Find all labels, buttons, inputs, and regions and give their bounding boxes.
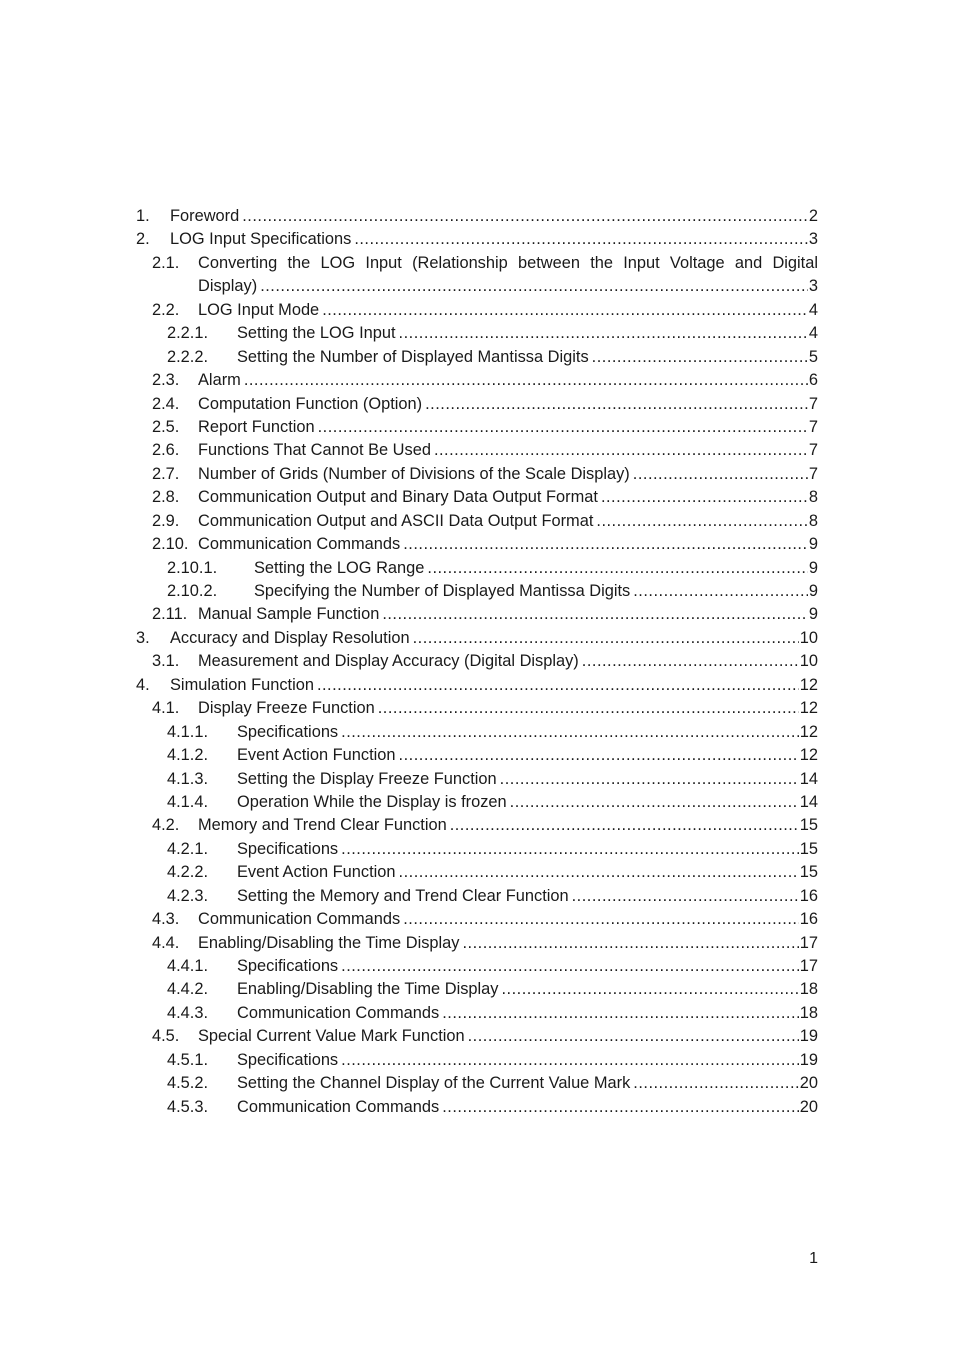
toc-dot-leader [500, 768, 799, 791]
toc-entry-line [237, 721, 818, 744]
toc-entry-title: Computation Function (Option) [198, 394, 423, 413]
toc-entry[interactable] [136, 721, 818, 744]
toc-entry[interactable] [136, 932, 818, 955]
toc-dot-leader [572, 885, 799, 908]
toc-entry-page: 9 [808, 605, 818, 624]
page-number: 1 [809, 1250, 818, 1267]
toc-dot-leader [442, 1002, 799, 1025]
toc-entry-title: Setting the Display Freeze Function [237, 769, 497, 788]
toc-entry-line [237, 1096, 818, 1119]
toc-dot-leader [633, 1072, 798, 1095]
toc-entry-title: Specifications [237, 1050, 339, 1069]
toc-entry-line [237, 768, 818, 791]
toc-entry-number: 2.5. [152, 417, 180, 436]
toc-entry-page: 18 [799, 980, 818, 999]
toc-entry-page: 15 [799, 816, 818, 835]
toc-entry-title: Operation While the Display is frozen [237, 792, 507, 811]
toc-entry[interactable] [136, 416, 818, 439]
toc-dot-leader [582, 650, 799, 673]
toc-entry-number: 4.5. [152, 1027, 180, 1046]
toc-dot-leader [399, 861, 799, 884]
toc-entry-line [198, 299, 818, 322]
toc-entry-number: 4.2.2. [167, 863, 209, 882]
toc-entry-number: 4.1.2. [167, 746, 209, 765]
toc-entry-number: 4.1.3. [167, 769, 209, 788]
toc-dot-leader [378, 697, 799, 720]
toc-entry-line [198, 486, 818, 509]
toc-dot-leader [442, 1096, 799, 1119]
toc-entry[interactable] [136, 252, 818, 299]
toc-entry-number: 4.4. [152, 933, 180, 952]
toc-entry[interactable] [136, 439, 818, 462]
toc-entry-page: 5 [808, 347, 818, 366]
toc-dot-leader [633, 580, 808, 603]
toc-entry-number: 4.1.4. [167, 792, 209, 811]
toc-entry-line [198, 908, 818, 931]
toc-entry-line [237, 955, 818, 978]
toc-entry-number: 4.5.2. [167, 1074, 209, 1093]
toc-entry[interactable] [136, 322, 818, 345]
toc-entry-line [237, 861, 818, 884]
toc-entry-page: 8 [808, 511, 818, 530]
toc-entry-number: 2.7. [152, 464, 180, 483]
toc-entry-title-line1: Converting the LOG Input (Relationship between the Input Voltage and Digital [198, 253, 818, 272]
toc-entry-number: 2.2.2. [167, 347, 209, 366]
toc-entry[interactable] [136, 205, 818, 228]
toc-entry-line [198, 416, 818, 439]
toc-entry-number: 2.2. [152, 300, 180, 319]
toc-dot-leader [403, 533, 808, 556]
toc-entry[interactable] [136, 557, 818, 580]
toc-entry-title: Simulation Function [170, 675, 314, 694]
toc-entry-page: 3 [808, 277, 818, 296]
toc-entry-line [198, 275, 818, 298]
toc-entry-number: 2.11. [152, 605, 188, 624]
toc-entry[interactable] [136, 533, 818, 556]
toc-entry-line [237, 1049, 818, 1072]
toc-entry-page: 7 [808, 464, 818, 483]
toc-entry-title: Specifying the Number of Displayed Mantissa Digits [254, 582, 631, 601]
toc-dot-leader [427, 557, 807, 580]
toc-entry-title: LOG Input Specifications [170, 230, 352, 249]
toc-entry-line [237, 1002, 818, 1025]
toc-entry[interactable] [136, 650, 818, 673]
toc-entry-title: Specifications [237, 722, 339, 741]
toc-entry-title: LOG Input Mode [198, 300, 320, 319]
toc-dot-leader [510, 791, 799, 814]
toc-entry-title: Specifications [237, 957, 339, 976]
toc-entry-number: 4.2.3. [167, 886, 209, 905]
toc-entry-number: 2.10.1. [167, 558, 218, 577]
toc-entry-title: Report Function [198, 417, 315, 436]
toc-entry-title: Manual Sample Function [198, 605, 380, 624]
toc-entry[interactable] [136, 885, 818, 908]
toc-dot-leader [341, 1049, 799, 1072]
toc-entry-page: 14 [799, 769, 818, 788]
toc-entry-title: Communication Output and Binary Data Output Format [198, 488, 598, 507]
toc-entry-page: 10 [799, 652, 818, 671]
toc-entry[interactable] [136, 674, 818, 697]
toc-dot-leader [434, 439, 808, 462]
toc-entry-number: 2.2.1. [167, 324, 209, 343]
toc-entry-title: Display Freeze Function [198, 699, 375, 718]
toc-entry-number: 4.4.3. [167, 1003, 209, 1022]
toc-entry[interactable] [136, 861, 818, 884]
toc-entry-title: Measurement and Display Accuracy (Digital Display) [198, 652, 579, 671]
toc-entry-number: 3. [136, 628, 150, 647]
toc-dot-leader [413, 627, 799, 650]
toc-entry-number: 4.2. [152, 816, 180, 835]
toc-entry[interactable] [136, 463, 818, 486]
toc-entry[interactable] [136, 486, 818, 509]
toc-entry-line [198, 650, 818, 673]
toc-dot-leader [382, 603, 808, 626]
toc-entry[interactable] [136, 510, 818, 533]
toc-entry-title: Event Action Function [237, 746, 396, 765]
toc-entry[interactable] [136, 744, 818, 767]
toc-entry-number: 4.5.1. [167, 1050, 209, 1069]
toc-entry[interactable] [136, 1025, 818, 1048]
toc-entry-title: Number of Grids (Number of Divisions of the Scale Display) [198, 464, 630, 483]
toc-entry-page: 9 [808, 558, 818, 577]
toc-dot-leader [322, 299, 808, 322]
toc-entry-page: 15 [799, 863, 818, 882]
toc-entry-line [198, 393, 818, 416]
toc-entry-number: 4.5.3. [167, 1097, 209, 1116]
toc-entry-number: 3.1. [152, 652, 180, 671]
toc-entry-line [170, 674, 818, 697]
toc-entry-title: Enabling/Disabling the Time Display [237, 980, 499, 999]
toc-entry-title: Communication Commands [237, 1003, 440, 1022]
toc-dot-leader [468, 1025, 799, 1048]
toc-entry[interactable] [136, 603, 818, 626]
toc-entry-line [198, 697, 818, 720]
toc-entry[interactable] [136, 627, 818, 650]
toc-entry-number: 4.1.1. [167, 722, 209, 741]
toc-entry-title: Specifications [237, 839, 339, 858]
toc-entry-number: 2.10. [152, 535, 189, 554]
toc-dot-leader [318, 416, 808, 439]
toc-entry-line [237, 1072, 818, 1095]
toc-entry-number: 2.10.2. [167, 582, 218, 601]
toc-entry-title: Communication Output and ASCII Data Output Format [198, 511, 594, 530]
toc-entry-title: Setting the Channel Display of the Current Value Mark [237, 1074, 631, 1093]
toc-entry-page: 12 [799, 675, 818, 694]
toc-entry[interactable] [136, 838, 818, 861]
toc-dot-leader [399, 322, 808, 345]
toc-entry[interactable] [136, 228, 818, 251]
toc-entry-title: Special Current Value Mark Function [198, 1027, 465, 1046]
toc-dot-leader [399, 744, 799, 767]
toc-entry-line [237, 885, 818, 908]
toc-entry[interactable] [136, 768, 818, 791]
toc-entry[interactable] [136, 580, 818, 603]
toc-entry-line [237, 346, 818, 369]
toc-entry-title: Setting the Number of Displayed Mantissa Digits [237, 347, 589, 366]
toc-entry-line [198, 533, 818, 556]
toc-entry-page: 3 [808, 230, 818, 249]
toc-entry-line [170, 205, 818, 228]
toc-entry[interactable] [136, 1072, 818, 1095]
toc-entry-number: 4. [136, 675, 150, 694]
toc-entry-line [237, 838, 818, 861]
toc-entry-title: Communication Commands [198, 910, 401, 929]
toc-entry-page: 12 [799, 746, 818, 765]
toc-entry[interactable] [136, 978, 818, 1001]
toc-entry-number: 2.8. [152, 488, 180, 507]
toc-entry-page: 8 [808, 488, 818, 507]
toc-entry-line [170, 627, 818, 650]
toc-entry[interactable] [136, 791, 818, 814]
toc-entry-title: Communication Commands [237, 1097, 440, 1116]
toc-entry-line [198, 463, 818, 486]
toc-dot-leader [317, 674, 799, 697]
toc-entry-page: 4 [808, 324, 818, 343]
toc-dot-leader [244, 369, 808, 392]
toc-entry-line [237, 978, 818, 1001]
toc-entry-number: 4.3. [152, 910, 180, 929]
toc-entry[interactable] [136, 955, 818, 978]
toc-entry-line [198, 510, 818, 533]
toc-dot-leader [592, 346, 808, 369]
toc-entry[interactable] [136, 1049, 818, 1072]
toc-entry-page: 17 [799, 933, 818, 952]
toc-entry-line [237, 791, 818, 814]
toc-entry-page: 20 [799, 1097, 818, 1116]
toc-dot-leader [450, 814, 799, 837]
toc-entry-title: Setting the LOG Range [254, 558, 425, 577]
toc-entry-number: 2.1. [152, 253, 180, 272]
toc-entry-title: Functions That Cannot Be Used [198, 441, 431, 460]
toc-dot-leader [260, 275, 808, 298]
toc-dot-leader [601, 486, 808, 509]
toc-entry-title: Event Action Function [237, 863, 396, 882]
toc-entry-line [198, 369, 818, 392]
toc-entry-page: 16 [799, 886, 818, 905]
toc-dot-leader [341, 838, 799, 861]
toc-entry[interactable] [136, 697, 818, 720]
toc-entry-line [198, 439, 818, 462]
toc-entry-page: 15 [799, 839, 818, 858]
toc-entry[interactable] [136, 346, 818, 369]
toc-entry[interactable] [136, 814, 818, 837]
toc-entry-page: 9 [808, 582, 818, 601]
toc-dot-leader [425, 393, 808, 416]
toc-entry-line [237, 744, 818, 767]
toc-entry-page: 7 [808, 417, 818, 436]
toc-entry-page: 7 [808, 394, 818, 413]
toc-entry-number: 4.2.1. [167, 839, 209, 858]
toc-entry-page: 4 [808, 300, 818, 319]
toc-entry-number: 4.4.1. [167, 957, 209, 976]
toc-entry-title: Foreword [170, 207, 240, 225]
toc-entry-line [198, 603, 818, 626]
toc-entry-page: 12 [799, 699, 818, 718]
toc-entry-page: 10 [799, 628, 818, 647]
toc-entry-title: Communication Commands [198, 535, 401, 554]
toc-entry[interactable] [136, 299, 818, 322]
toc-entry-page: 12 [799, 722, 818, 741]
toc-entry-line [254, 557, 818, 580]
toc-dot-leader [633, 463, 808, 486]
toc-entry-number: 1. [136, 207, 150, 225]
toc-entry-page: 2 [808, 207, 818, 225]
toc-entry-title: Accuracy and Display Resolution [170, 628, 410, 647]
toc-entry-line [198, 932, 818, 955]
toc-entry[interactable] [136, 1096, 818, 1119]
toc-entry-page: 14 [799, 792, 818, 811]
toc-entry[interactable] [136, 393, 818, 416]
toc-dot-leader [341, 955, 799, 978]
toc-dot-leader [501, 978, 798, 1001]
toc-entry[interactable] [136, 369, 818, 392]
toc-dot-leader [341, 721, 799, 744]
toc-entry-line [254, 580, 818, 603]
toc-entry-page: 6 [808, 371, 818, 390]
toc-entry-number: 2.6. [152, 441, 180, 460]
toc-entry-title: Memory and Trend Clear Function [198, 816, 447, 835]
toc-entry[interactable] [136, 908, 818, 931]
toc-entry-title: Setting the Memory and Trend Clear Function [237, 886, 569, 905]
toc-entry-title: Display) [198, 277, 258, 296]
toc-entry-page: 9 [808, 535, 818, 554]
toc-entry-title: Enabling/Disabling the Time Display [198, 933, 460, 952]
toc-entry-page: 16 [799, 910, 818, 929]
toc-entry-page: 17 [799, 957, 818, 976]
toc-entry-number: 2.9. [152, 511, 180, 530]
toc-entry-number: 2.3. [152, 371, 180, 390]
toc-entry-title: Setting the LOG Input [237, 324, 396, 343]
toc-entry-line [198, 814, 818, 837]
toc-dot-leader [242, 205, 808, 228]
toc-entry-title: Alarm [198, 371, 241, 390]
toc-dot-leader [462, 932, 798, 955]
toc-entry-page: 18 [799, 1003, 818, 1022]
toc-entry-number: 4.1. [152, 699, 180, 718]
table-of-contents [136, 205, 818, 1119]
toc-entry-number: 2. [136, 230, 150, 249]
toc-entry-page: 7 [808, 441, 818, 460]
toc-entry-number: 2.4. [152, 394, 180, 413]
toc-entry-number: 4.4.2. [167, 980, 209, 999]
toc-entry-page: 19 [799, 1050, 818, 1069]
toc-entry-line [170, 228, 818, 251]
toc-dot-leader [403, 908, 799, 931]
toc-dot-leader [596, 510, 807, 533]
toc-entry-page: 20 [799, 1074, 818, 1093]
toc-entry-line [198, 1025, 818, 1048]
toc-entry-line [237, 322, 818, 345]
toc-entry[interactable] [136, 1002, 818, 1025]
toc-dot-leader [354, 228, 808, 251]
toc-entry-page: 19 [799, 1027, 818, 1046]
